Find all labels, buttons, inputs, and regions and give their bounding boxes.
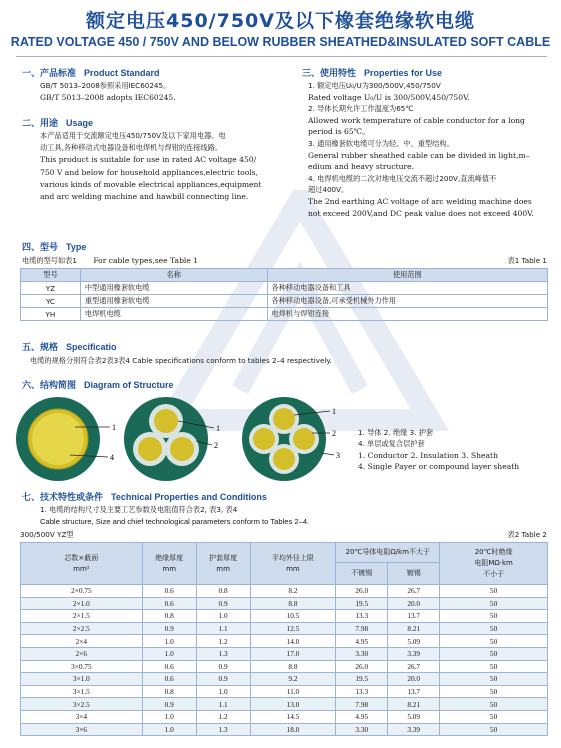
diagram-label: 4 — [110, 453, 114, 462]
standard-line: GB/T 5013–2008 adopts IEC60245. — [40, 93, 176, 103]
header-unit: mm — [286, 564, 300, 573]
table-cell: 0.9 — [142, 698, 196, 711]
table-cell: 2×1.0 — [21, 597, 143, 610]
section-technical-en: Technical Properties and Conditions — [111, 492, 267, 502]
table-cell: 3.30 — [336, 723, 388, 736]
page-title-cn: 额定电压450/750V及以下橡套绝缘软电缆 — [86, 10, 475, 32]
table-cell: 1.0 — [196, 685, 250, 698]
table-cell: 50 — [440, 635, 548, 648]
table-cell: 3.39 — [388, 723, 440, 736]
header-unit: mm — [216, 564, 230, 573]
table-cell: 5.09 — [388, 635, 440, 648]
table-cell: 0.9 — [196, 673, 250, 686]
header-unit: mm — [162, 564, 177, 573]
table-cell: 10.5 — [250, 610, 336, 623]
technical-text — [40, 504, 309, 527]
section-spec-heading — [22, 340, 117, 353]
properties-line: edium and heavy structure. — [308, 162, 415, 172]
diagram-label: 1 — [216, 424, 220, 433]
cable-type-table — [20, 268, 548, 321]
table-cell: 26.7 — [388, 660, 440, 673]
specification-table-body — [21, 585, 548, 736]
table-cell: 14.0 — [250, 635, 336, 648]
diagram-label: 2 — [332, 429, 336, 438]
section-standard-cn: 一、产品标准 — [22, 69, 77, 79]
diagram-label: 3 — [336, 451, 340, 460]
table-cell: 1.0 — [142, 710, 196, 723]
diagram-label: 1 — [332, 407, 336, 416]
table-cell: 中型通用橡套软电缆 — [80, 282, 267, 295]
section-technical-heading — [22, 490, 267, 503]
table-cell: 2×0.75 — [21, 585, 143, 598]
section-spec-en: Specificatio — [66, 342, 117, 352]
table-cell: 1.2 — [196, 710, 250, 723]
table-cell: 13.0 — [250, 698, 336, 711]
table-cell: 50 — [440, 698, 548, 711]
table-cell: 2×1.5 — [21, 610, 143, 623]
table-cell: 1.2 — [196, 635, 250, 648]
table-cell: 1.0 — [142, 723, 196, 736]
table-cell: 4.95 — [336, 710, 388, 723]
table-row — [21, 597, 548, 610]
table-header-row — [21, 543, 548, 563]
table-cell: 2×2.5 — [21, 622, 143, 635]
section-usage-heading — [22, 116, 93, 129]
table-cell: 各种移动电器设备和工具 — [267, 282, 547, 295]
section-structure-heading — [22, 378, 174, 391]
table-cell: 2×4 — [21, 635, 143, 648]
table-cell: 各种移动电器设备,可承受机械外力作用 — [267, 295, 547, 308]
table-cell: 50 — [440, 660, 548, 673]
table-cell: 0.9 — [142, 622, 196, 635]
header-text: 平均外径上限 — [271, 553, 314, 562]
single-core-cable-diagram — [16, 397, 110, 481]
specification-table — [20, 542, 548, 736]
table-cell: 3×0.75 — [21, 660, 143, 673]
header-text: 20℃时绝缘 — [474, 548, 513, 556]
header-text: 电阻MΩ·km — [474, 559, 513, 567]
header-outer-diameter — [250, 543, 336, 585]
table-header: 型号 — [21, 269, 81, 282]
table-cell: 7.98 — [336, 622, 388, 635]
table-cell: 13.7 — [388, 685, 440, 698]
section-type-heading — [22, 240, 86, 253]
table-cell: 3×6 — [21, 723, 143, 736]
table-cell: 2×6 — [21, 647, 143, 660]
section-type-en: Type — [66, 242, 87, 252]
table-cell: 1.3 — [196, 723, 250, 736]
table-row — [21, 673, 548, 686]
header-insulation — [142, 543, 196, 585]
table-cell: 12.5 — [250, 622, 336, 635]
table-cell: 50 — [440, 647, 548, 660]
table-cell: 50 — [440, 585, 548, 598]
properties-line: 2. 导体长期允许工作温度为65℃ — [308, 104, 414, 114]
table-row — [21, 635, 548, 648]
properties-line: 3. 通用橡套软电缆可分为轻、中、重型结构。 — [308, 138, 454, 148]
four-core-cable-diagram — [242, 397, 334, 481]
table-cell: YC — [21, 295, 81, 308]
diagram-label: 1 — [112, 423, 116, 432]
header-unit: mm² — [73, 564, 90, 573]
properties-line: Rated voltage U₀/U is 300/500V,450/750V. — [308, 92, 470, 102]
properties-line: 1. 额定电压U₀/U为300/500V,450/750V — [308, 81, 441, 90]
table-cell: 8.8 — [250, 597, 336, 610]
table-row — [21, 295, 548, 308]
type-note-en: For cable types,see Table 1 — [93, 256, 199, 265]
table-cell: 26.0 — [336, 585, 388, 598]
header-text: 绝缘厚度 — [155, 553, 184, 562]
usage-line: 750 V and below for household appliances,electric tools, — [40, 167, 259, 177]
structure-legend — [358, 427, 519, 473]
table-cell: 8.8 — [250, 660, 336, 673]
standard-text — [40, 80, 176, 104]
table-row — [21, 723, 548, 736]
section-structure-cn: 六、结构简图 — [22, 381, 77, 391]
table-cell: 19.5 — [336, 673, 388, 686]
header-text: 芯数×截面 — [64, 553, 99, 562]
page-title-en: RATED VOLTAGE 450 / 750V AND BELOW RUBBER SHEATHED&INSULATED SOFT CABLE — [10, 35, 551, 49]
table-cell: 50 — [440, 673, 548, 686]
properties-text — [308, 80, 534, 219]
table-cell: 20.0 — [388, 597, 440, 610]
section-properties-cn: 三、使用特性 — [302, 69, 357, 79]
table-cell: 0.6 — [142, 673, 196, 686]
header-sheath — [196, 543, 250, 585]
type-note-cn: 电缆的型号如表1 — [22, 256, 77, 265]
table-cell: 0.9 — [196, 597, 250, 610]
two-core-cable-diagram — [124, 397, 214, 481]
technical-line: 1. 电缆的结构尺寸及主要工艺参数及电阻值符合表2, 表3, 表4 — [40, 505, 238, 514]
section-structure-en: Diagram of Structure — [84, 380, 174, 390]
header-cores — [21, 543, 143, 585]
table-cell: 50 — [440, 685, 548, 698]
header-text: 不小于 — [483, 570, 505, 578]
legend-line: 4. 单层或复合层护套 — [358, 439, 425, 449]
legend-line: 1. 导体 2. 绝缘 3. 护套 — [358, 428, 434, 437]
table-cell: 5.09 — [388, 710, 440, 723]
section-usage-en: Usage — [66, 118, 94, 128]
spec-text: 电缆的规格分别符合表2表3表4 Cable specifications conform to tables 2–4 respectively. — [30, 356, 332, 365]
table-cell: 7.98 — [336, 698, 388, 711]
table-cell: 1.1 — [196, 698, 250, 711]
type-note — [22, 256, 198, 266]
usage-line: various kinds of movable electrical appliances,equipment — [40, 179, 262, 189]
table-row — [21, 698, 548, 711]
table-row — [21, 622, 548, 635]
table-row — [21, 710, 548, 723]
table-cell: 9.2 — [250, 673, 336, 686]
table-cell: 20.0 — [388, 673, 440, 686]
table-cell: 0.8 — [142, 610, 196, 623]
table2-label: 表2 Table 2 — [507, 530, 547, 539]
header-text: 护套厚度 — [209, 553, 238, 562]
legend-line: 1. Conductor 2. Insulation 3. Sheath — [358, 450, 498, 460]
table-cell: YZ — [21, 282, 81, 295]
usage-line: 本产品适用于交流额定电压450/750V及以下家用电器、电 — [40, 131, 226, 140]
table-cell: 0.6 — [142, 585, 196, 598]
properties-line: period is 65℃。 — [308, 127, 370, 137]
table-cell: 19.5 — [336, 597, 388, 610]
section-usage-cn: 二、用途 — [22, 119, 59, 129]
properties-line: not exceed 200V,and DC peak value does not exceed 400V. — [308, 208, 534, 218]
usage-text — [40, 130, 261, 203]
table-cell: 0.8 — [196, 585, 250, 598]
table-cell: 14.5 — [250, 710, 336, 723]
table-cell: 1.0 — [142, 635, 196, 648]
section-standard-en: Product Standard — [84, 68, 160, 78]
table-cell: 13.3 — [336, 685, 388, 698]
properties-line: General rubber sheathed cable can be divided in light,m– — [308, 150, 530, 160]
table-header: 名称 — [80, 269, 267, 282]
table-row — [21, 308, 548, 321]
table-cell: 1.1 — [196, 622, 250, 635]
usage-line: 动工具,各种移动式电器设备和电焊机与焊钳的连接线路。 — [40, 143, 222, 153]
table-cell: 电焊机与焊钳连接 — [267, 308, 547, 321]
table-row — [21, 660, 548, 673]
table-cell: 0.6 — [142, 660, 196, 673]
table-cell: 3.39 — [388, 647, 440, 660]
table-cell: 26.7 — [388, 585, 440, 598]
table-cell: 3×1.0 — [21, 673, 143, 686]
legend-line: 4. Single Payer or compound layer sheath — [358, 462, 520, 472]
section-spec-cn: 五、规格 — [22, 343, 59, 353]
table-cell: 11.0 — [250, 685, 336, 698]
table-cell: 电焊机电缆 — [80, 308, 267, 321]
properties-line: 4. 电焊机电缆的二次对地电压交流不超过200V,直流峰值不 — [308, 173, 497, 183]
table2-subtitle: 300/500V YZ型 — [20, 530, 74, 539]
table-cell: 8.2 — [250, 585, 336, 598]
header-untinned: 不镀锡 — [336, 563, 388, 585]
table-cell: 26.0 — [336, 660, 388, 673]
table-row — [21, 585, 548, 598]
table-cell: 1.0 — [142, 647, 196, 660]
header-insulation-resistance — [440, 543, 548, 585]
properties-line: 超过400V。 — [308, 185, 349, 195]
table-row — [21, 610, 548, 623]
section-technical-cn: 七、技术特性或条件 — [22, 493, 104, 503]
section-properties-heading — [302, 66, 442, 79]
table-cell: 17.0 — [250, 647, 336, 660]
table-cell: YH — [21, 308, 81, 321]
diagram-label: 2 — [214, 441, 218, 450]
usage-line: This product is suitable for use in rated AC voltage 450/ — [40, 155, 257, 165]
table-row — [21, 282, 548, 295]
table-cell: 8.21 — [388, 622, 440, 635]
usage-line: and arc welding machine and hawbill connecting line. — [40, 192, 249, 202]
table-cell: 0.9 — [196, 660, 250, 673]
table-header-row — [21, 269, 548, 282]
table-header: 使用范围 — [267, 269, 547, 282]
table-cell: 4.95 — [336, 635, 388, 648]
table-cell: 重型通用橡套软电缆 — [80, 295, 267, 308]
standard-line: GB/T 5013–2008参照采用IEC60245。 — [40, 81, 171, 90]
table-row — [21, 647, 548, 660]
table-cell: 3×1.5 — [21, 685, 143, 698]
table-cell: 0.8 — [142, 685, 196, 698]
properties-line: The 2nd earthing AC voltage of arc welding machine does — [308, 196, 532, 206]
technical-line: Cable structure, Size and chief technological parameters conform to Tables 2–4. — [40, 516, 310, 526]
table-cell: 18.0 — [250, 723, 336, 736]
table-cell: 0.6 — [142, 597, 196, 610]
table-cell: 1.3 — [196, 647, 250, 660]
table-cell: 50 — [440, 622, 548, 635]
table-cell: 13.7 — [388, 610, 440, 623]
table-cell: 8.21 — [388, 698, 440, 711]
section-properties-en: Properties for Use — [364, 68, 443, 78]
title-divider — [16, 56, 547, 57]
table-row — [21, 685, 548, 698]
table-cell: 3×2.5 — [21, 698, 143, 711]
table-cell: 3×4 — [21, 710, 143, 723]
table-cell: 50 — [440, 723, 548, 736]
table-cell: 50 — [440, 710, 548, 723]
table-cell: 50 — [440, 610, 548, 623]
properties-line: Allowed work temperature of cable conductor for a long — [308, 115, 525, 125]
section-standard-heading — [22, 66, 160, 79]
table1-label: 表1 Table 1 — [507, 256, 547, 265]
header-resistance: 20℃导体电阻Ω/km不大于 — [336, 543, 440, 563]
table-cell: 3.30 — [336, 647, 388, 660]
table-cell: 1.0 — [196, 610, 250, 623]
table-cell: 50 — [440, 597, 548, 610]
section-type-cn: 四、型号 — [22, 243, 59, 253]
table-cell: 13.3 — [336, 610, 388, 623]
header-tinned: 镀锡 — [388, 563, 440, 585]
